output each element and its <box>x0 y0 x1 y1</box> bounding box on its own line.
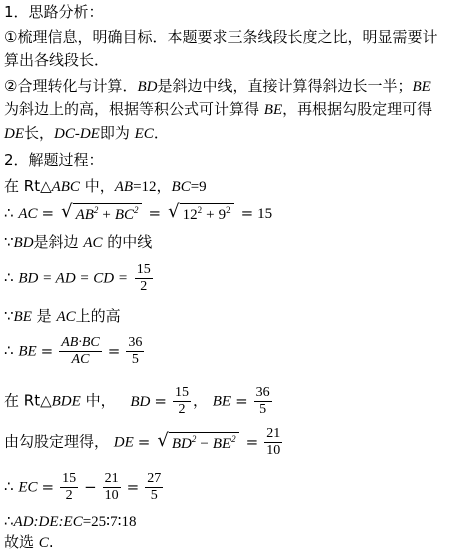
be-height-text-1: 是 <box>36 307 52 325</box>
para2-f: 即为 <box>99 124 130 142</box>
frac-den: 2 <box>140 279 148 294</box>
ec-equation: ∴ EC = $\frac{15}{2}$ − $\frac{21}{10}$ = $\frac{27}{5}$ <box>4 471 162 503</box>
ec-lhs: EC <box>18 479 38 496</box>
para2-e: 长， <box>24 124 55 142</box>
bde-line: 在 Rt△BDE 中， BD = $\frac{15}{2}$ ， BE = $\frac{36}{5}$ <box>4 385 270 417</box>
given-line <box>4 176 207 197</box>
frac-15-2 <box>173 385 191 418</box>
frac-den: 10 <box>266 443 281 458</box>
therefore-symbol: ∴ <box>4 512 14 530</box>
para2-b: 是斜边中线，直接计算得斜边长一半； <box>157 77 413 95</box>
bde-bd: BD <box>130 393 151 410</box>
bd-median-ac: AC <box>83 235 103 251</box>
given-bc: BC <box>171 179 191 195</box>
para2-be2: BE <box>263 102 283 118</box>
answer-prefix: 故选 <box>4 533 35 551</box>
frac-num: 27 <box>147 471 162 486</box>
bd-equation-lhs: BD = AD = CD = <box>18 270 129 287</box>
ratio-terms: AD:DE:EC <box>13 514 83 530</box>
paragraph-1-cont <box>4 50 109 70</box>
given-ab-value: =12， <box>133 179 172 195</box>
rad-12: 12 <box>182 207 198 223</box>
frac-27-5 <box>145 471 163 504</box>
given-abc: ABC <box>51 179 80 195</box>
ratio-line <box>4 511 136 532</box>
para2-c: 为斜边上的高，根据等积公式可计算得 <box>4 100 260 118</box>
frac-21-10 <box>264 426 282 459</box>
heading-process <box>4 150 104 170</box>
answer-suffix: . <box>48 533 54 551</box>
paragraph-2-line-3 <box>4 123 169 144</box>
rad-ab: AB <box>75 207 94 223</box>
frac-36-5 <box>126 335 144 368</box>
frac-den: 5 <box>150 488 158 503</box>
bd-median-text-2: 的中线 <box>107 233 153 251</box>
paragraph-1-cont-text: 算出各线段长． <box>4 51 110 69</box>
pythagoras-prefix: 由勾股定理得， <box>4 432 110 451</box>
frac-num: 36 <box>255 385 270 400</box>
frac-36-5 <box>254 385 272 418</box>
paragraph-1-text: ①梳理信息，明确目标．本题要求三条线段长度之比，明显需要计 <box>4 28 438 46</box>
heading-analysis <box>4 2 104 22</box>
pythagoras-de: DE <box>113 434 134 451</box>
frac-num: 36 <box>128 335 143 350</box>
given-ab: AB <box>114 179 134 195</box>
frac-num: AB·BC <box>61 335 100 350</box>
bde-mid: 中， <box>85 391 116 410</box>
sqrt-bd-be: √ $BD^2 - BE^2$ <box>157 432 238 454</box>
ac-value: 15 <box>257 206 273 222</box>
be-height-ac: AC <box>56 309 76 325</box>
bde-triangle: BDE <box>51 393 81 410</box>
frac-den: AC <box>71 352 90 367</box>
frac-15-2 <box>135 262 153 295</box>
be-height-text-2: 上的高 <box>75 307 121 325</box>
paragraph-2-line-1 <box>4 76 431 97</box>
para2-dcde: DC-DE <box>54 126 100 142</box>
paragraph-1 <box>4 27 437 47</box>
be-height-be: BE <box>13 309 32 325</box>
be-lhs: BE <box>18 343 37 360</box>
frac-den: 5 <box>131 352 139 367</box>
answer-line <box>4 532 54 553</box>
because-symbol: ∵ <box>4 233 14 251</box>
frac-15-2 <box>60 471 78 504</box>
because-symbol: ∵ <box>4 307 14 325</box>
para2-g: ． <box>153 124 169 142</box>
ac-lhs: AC <box>18 206 38 222</box>
pythagoras-line: 由勾股定理得， DE = √ $BD^2 - BE^2$ = $\frac{21}{10}$ <box>4 426 281 458</box>
frac-den: 2 <box>65 488 73 503</box>
ac-equation: ∴ AC = √ $AB^2 + BC^2$ = √ $12^2 + 9^2 = 15$ <box>4 201 273 223</box>
bd-median-bd: BD <box>13 235 34 251</box>
bd-equation <box>4 262 155 295</box>
be-equation: ∴ BE = $\frac{AB\cdot BC}{AC}$ = $\frac{36}{5}$ <box>4 335 143 367</box>
para2-de: DE <box>4 126 24 142</box>
answer-letter: C <box>38 535 49 551</box>
bde-be: BE <box>212 393 232 410</box>
paragraph-2-line-2 <box>4 99 432 120</box>
para2-ec: EC <box>134 126 154 142</box>
para2-be: BE <box>412 79 431 95</box>
therefore-symbol: ∴ <box>4 341 14 360</box>
rad-9: 9 <box>218 207 227 223</box>
para2-d: ，再根据勾股定理可得 <box>282 100 433 118</box>
rad-bd: BD <box>171 435 192 452</box>
rad-be: BE <box>212 435 232 452</box>
ratio-value: =25∶7∶18 <box>82 514 137 530</box>
frac-num: 15 <box>62 471 77 486</box>
given-prefix: 在 Rt△ <box>4 177 52 195</box>
be-height-line <box>4 306 121 327</box>
therefore-symbol: ∴ <box>4 268 14 287</box>
sqrt-12-9: √ $12^2 + 9^2$ <box>168 203 233 225</box>
therefore-symbol: ∴ <box>4 204 14 222</box>
frac-num: 15 <box>174 385 189 400</box>
frac-num: 21 <box>104 471 119 486</box>
para2-a: ②合理转化与计算． <box>4 77 138 95</box>
bd-median-line <box>4 232 152 253</box>
frac-num: 21 <box>266 426 281 441</box>
frac-21-10 <box>103 471 121 504</box>
bde-prefix: 在 Rt△ <box>4 391 52 410</box>
frac-den: 2 <box>178 402 186 417</box>
frac-abbc-ac <box>59 335 102 368</box>
heading-analysis-text: 1．思路分析： <box>4 3 104 21</box>
rad-bc: BC <box>114 207 135 223</box>
given-bc-value: =9 <box>190 179 207 195</box>
heading-process-text: 2．解题过程： <box>4 151 104 169</box>
frac-den: 10 <box>104 488 119 503</box>
bd-median-text-1: 是斜边 <box>33 233 79 251</box>
para2-bd: BD <box>137 79 158 95</box>
frac-den: 5 <box>259 402 267 417</box>
frac-num: 15 <box>136 262 151 277</box>
sqrt-ab-bc: √ $AB^2 + BC^2$ <box>61 203 141 225</box>
therefore-symbol: ∴ <box>4 477 14 496</box>
given-mid: 中， <box>84 177 115 195</box>
